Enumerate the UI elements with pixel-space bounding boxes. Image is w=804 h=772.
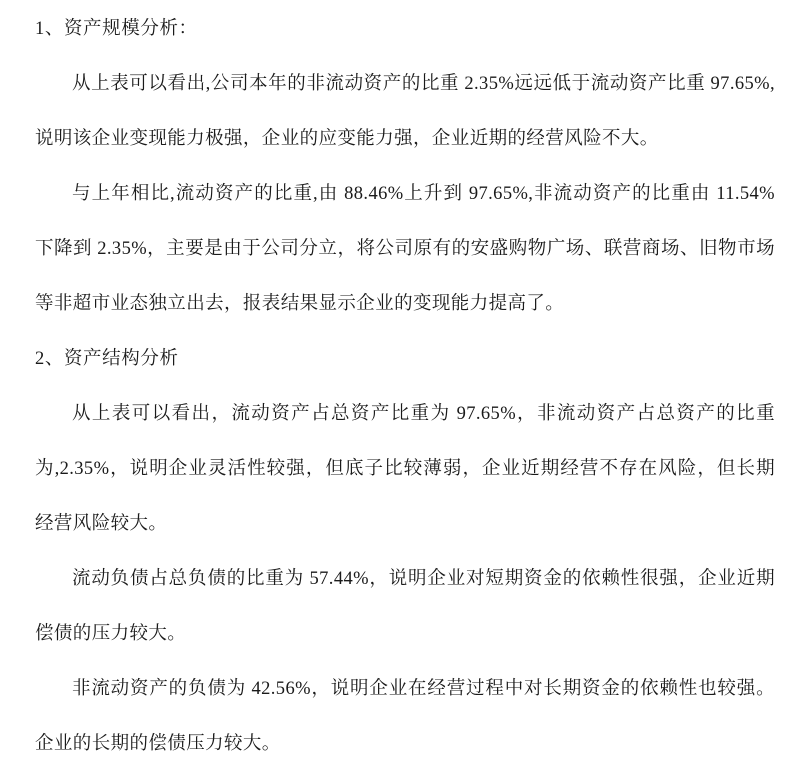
paragraph-2-line-2: 下降到 2.35%，主要是由于公司分立，将公司原有的安盛购物广场、联营商场、旧物市场 — [35, 239, 775, 259]
section-2-heading: 2、资产结构分析 — [35, 349, 179, 369]
paragraph-1-line-2: 说明该企业变现能力极强，企业的应变能力强，企业近期的经营风险不大。 — [35, 129, 659, 149]
paragraph-3-line-2: 为,2.35%，说明企业灵活性较强，但底子比较薄弱，企业近期经营不存在风险，但长期 — [35, 459, 775, 479]
paragraph-2-line-3: 等非超市业态独立出去，报表结果显示企业的变现能力提高了。 — [35, 294, 565, 314]
section-1-heading: 1、资产规模分析： — [35, 19, 198, 39]
paragraph-4-line-1: 流动负债占总负债的比重为 57.44%，说明企业对短期资金的依赖性很强，企业近期 — [72, 569, 775, 589]
paragraph-5-line-1: 非流动资产的负债为 42.56%，说明企业在经营过程中对长期资金的依赖性也较强。 — [72, 679, 775, 699]
paragraph-3-line-3: 经营风险较大。 — [35, 514, 168, 534]
paragraph-3-line-1: 从上表可以看出，流动资产占总资产比重为 97.65%，非流动资产占总资产的比重 — [72, 404, 775, 424]
paragraph-5-line-2: 企业的长期的偿债压力较大。 — [35, 734, 281, 754]
paragraph-4-line-2: 偿债的压力较大。 — [35, 624, 187, 644]
paragraph-1-line-1: 从上表可以看出,公司本年的非流动资产的比重 2.35%远远低于流动资产比重 97.65%, — [72, 74, 775, 94]
paragraph-2-line-1: 与上年相比,流动资产的比重,由 88.46%上升到 97.65%,非流动资产的比重由 11.54% — [72, 184, 775, 204]
